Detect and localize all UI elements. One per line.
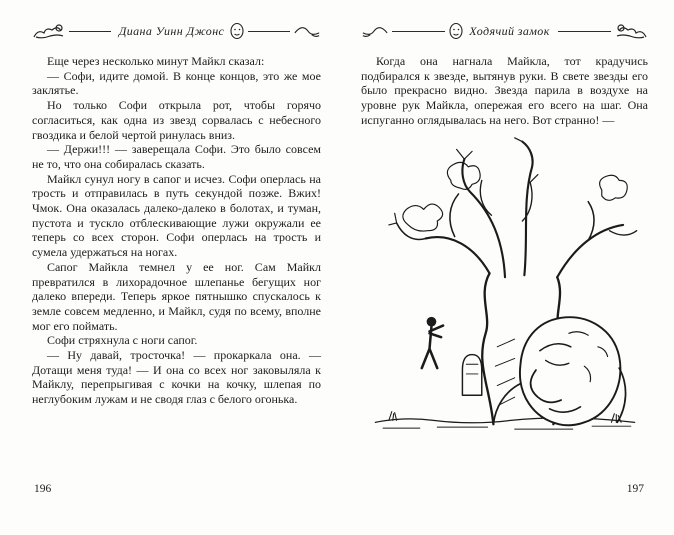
paragraph: Сапог Майкла темнел у ее ног. Сам Майкл превратился в лихорадочное шлепанье бегущих ног далеко впереди. Теперь яркое пятнышко спускалось к земле совсем медленно, и Майкл, судя по всему, вполне мог его поймать. — [32, 259, 321, 333]
paragraph: — Софи, идите домой. В конце концов, это же мое заклятье. — [32, 68, 321, 98]
creature-ornament-icon — [32, 21, 66, 41]
paragraph: Софи стряхнула с ноги сапог. — [47, 333, 198, 348]
scroll-ornament-icon — [361, 23, 389, 39]
scroll-ornament-icon — [293, 23, 321, 39]
body-text-right — [361, 54, 648, 128]
paragraph: Еще через несколько минут Майкл сказал: — [47, 54, 265, 68]
page-number-left: 196 — [34, 483, 52, 495]
creature-ornament-icon — [614, 21, 648, 41]
running-title-right: Ходячий замок — [469, 23, 550, 38]
paragraph: Майкл сунул ногу в сапог и исчез. Софи оперлась на трость и отправилась в путь секундой позже. Вжих! Чмок. Она оказалась далеко-далеко в болотах, и туман, пустота и тускло отблескивающие лужи окружали ее теперь со всех сторон. Софи оперлась на трость и сумела удержаться на ногах. — [32, 171, 321, 260]
head-rule — [558, 31, 611, 32]
gnarled-tree-with-face-illustration — [369, 132, 641, 432]
page-number-right: 197 — [626, 483, 644, 495]
paragraph: Когда она нагнала Майкла, тот крадучись подбирался к звезде, вытянув руки. В свете звезды его было прекрасно видно. Звезда парила в воздухе на уровне рук Майкла, опережая его всего на шаг. Она испуганно оглядывалась на него. Вот странно! — — [361, 54, 648, 127]
running-head-right — [361, 18, 648, 44]
face-ornament-icon — [229, 22, 245, 40]
paragraph: — Ну давай, тросточка! — прокаркала она. — Дотащи меня туда! — И она со всех ног заковыляла к Майклу, перепрыгивая с кочки на кочку, шлепая по неглубоким лужам и не сводя глаз с белого огонька. — [32, 348, 321, 407]
running-title-left: Диана Уинн Джонс — [118, 23, 225, 38]
paragraph: Но только Софи открыла рот, чтобы горячо согласиться, как одна из звезд сорвалась с небесного гвоздика и белой чертой ринулась вниз. — [32, 98, 321, 142]
head-rule — [69, 31, 111, 32]
body-text-left — [32, 54, 321, 407]
head-rule — [392, 31, 445, 32]
face-ornament-icon — [448, 22, 464, 40]
page-right — [337, 0, 674, 535]
running-head-left — [32, 18, 321, 44]
head-rule — [248, 31, 290, 32]
illustration-wrap — [361, 132, 648, 432]
paragraph: — Держи!!! — заверещала Софи. Это было совсем не то, что она собиралась сказать. — [32, 142, 321, 171]
